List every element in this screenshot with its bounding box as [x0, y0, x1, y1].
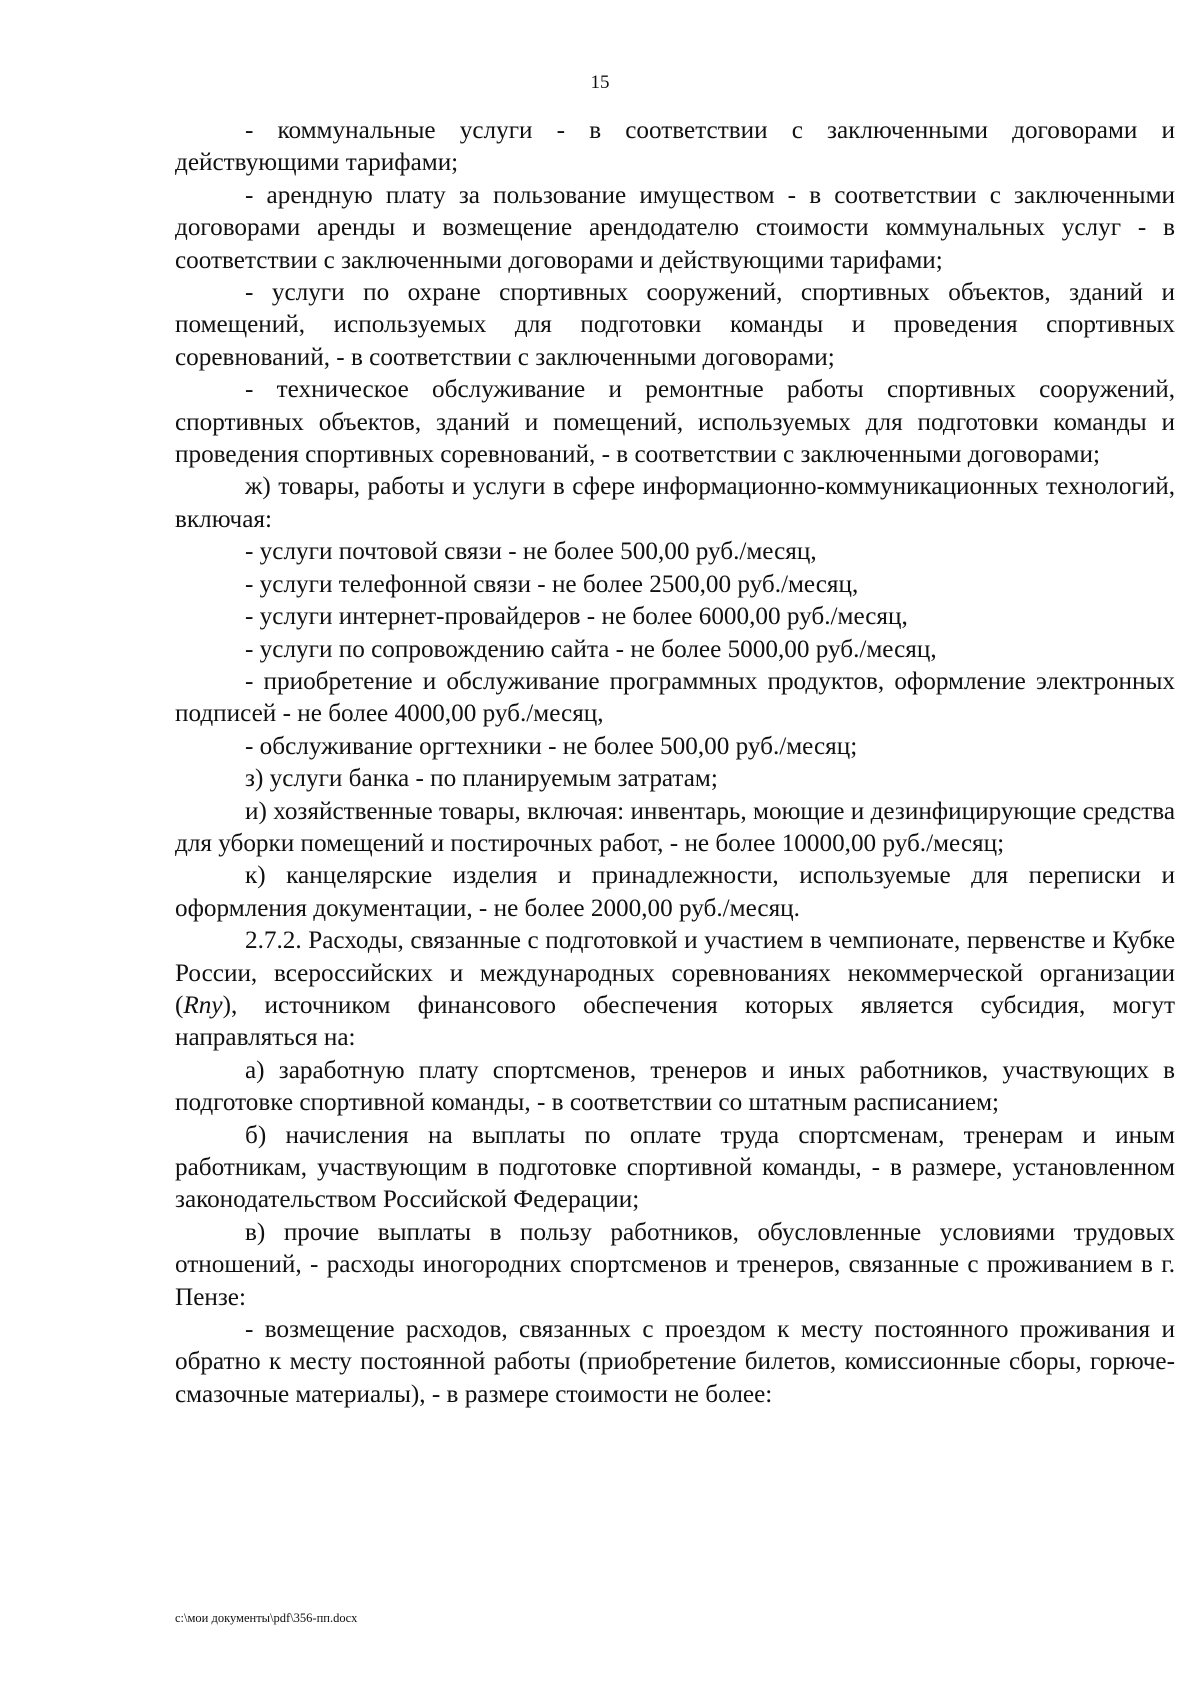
paragraph-ict: ж) товары, работы и услуги в сфере информационно-коммуникационных технологий, включая: — [175, 473, 1175, 533]
footer-file-path: c:\мои документы\pdf\356-пп.docx — [175, 1611, 358, 1625]
page-number: 15 — [590, 72, 610, 93]
paragraph-software: - приобретение и обслуживание программных продуктов, оформление электронных подписей - не более 4000,00 руб./месяц, — [175, 667, 1175, 728]
section-2-7-2-text-end: ), источником финансового обеспечения которых является субсидия, могут направляться на: — [175, 991, 1175, 1052]
paragraph-salary: а) заработную плату спортсменов, тренеров и иных работников, участвующих в подготовке спортивной команды, - в соответствии со штатным расписанием; — [175, 1056, 1175, 1117]
paragraph-accruals: б) начисления на выплаты по оплате труда спортсменам, тренерам и иным работникам, участвующим в подготовке спортивной команды, - в размере, установленном законодательством Российской Федерации; — [175, 1121, 1175, 1214]
paragraph-security-services: - услуги по охране спортивных сооружений, спортивных объектов, зданий и помещений, используемых для подготовки команды и проведения спортивных соревнований, - в соответствии с заключенными договорами; — [175, 279, 1175, 371]
paragraph-section-2-7-2 — [175, 925, 1175, 1055]
section-2-7-2-text-start: 2.7.2. Расходы, связанные с подготовкой и участием в чемпионате, первенстве и Кубке России, всероссийских и международных соревнованиях некоммерческой организации ( — [175, 927, 1175, 1019]
paragraph-bank: з) услуги банка - по планируемым затратам; — [245, 765, 718, 793]
paragraph-office-equipment: - обслуживание оргтехники - не более 500,00 руб./месяц; — [245, 732, 858, 760]
paragraph-internet: - услуги интернет-провайдеров - не более 6000,00 руб./месяц, — [245, 603, 908, 631]
paragraph-rent: - арендную плату за пользование имуществом - в соответствии с заключенными договорами аренды и возмещение арендодателю стоимости коммунальных услуг - в соответствии с заключенными договорами и действующими тарифами; — [175, 181, 1175, 274]
document-body — [175, 115, 1175, 1411]
rpu-symbol: Rпу — [183, 991, 223, 1019]
paragraph-travel-reimbursement: - возмещение расходов, связанных с проездом к месту постоянного проживания и обратно к месту постоянной работы (приобретение билетов, комиссионные сборы, горюче-смазочные материалы), - в размере стоимости не более: — [175, 1316, 1175, 1408]
paragraph-stationery: к) канцелярские изделия и принадлежности, используемые для переписки и оформления документации, - не более 2000,00 руб./месяц. — [175, 862, 1175, 922]
paragraph-maintenance: - техническое обслуживание и ремонтные работы спортивных сооружений, спортивных объектов, зданий и помещений, используемых для подготовки команды и проведения спортивных соревнований, - в соответствии с заключенными договорами; — [175, 376, 1175, 469]
paragraph-utilities: - коммунальные услуги - в соответствии с заключенными договорами и действующими тарифами; — [175, 117, 1175, 177]
paragraph-other-payments: в) прочие выплаты в пользу работников, обусловленные условиями трудовых отношений, - расходы иногородних спортсменов и тренеров, связанные с проживанием в г. Пензе: — [175, 1218, 1175, 1311]
paragraph-telephone: - услуги телефонной связи - не более 2500,00 руб./месяц, — [245, 570, 859, 598]
paragraph-website: - услуги по сопровождению сайта - не более 5000,00 руб./месяц, — [245, 635, 937, 663]
paragraph-household: и) хозяйственные товары, включая: инвентарь, моющие и дезинфицирующие средства для уборки помещений и постирочных работ, - не более 10000,00 руб./месяц; — [175, 797, 1175, 857]
paragraph-postal: - услуги почтовой связи - не более 500,00 руб./месяц, — [245, 538, 817, 566]
